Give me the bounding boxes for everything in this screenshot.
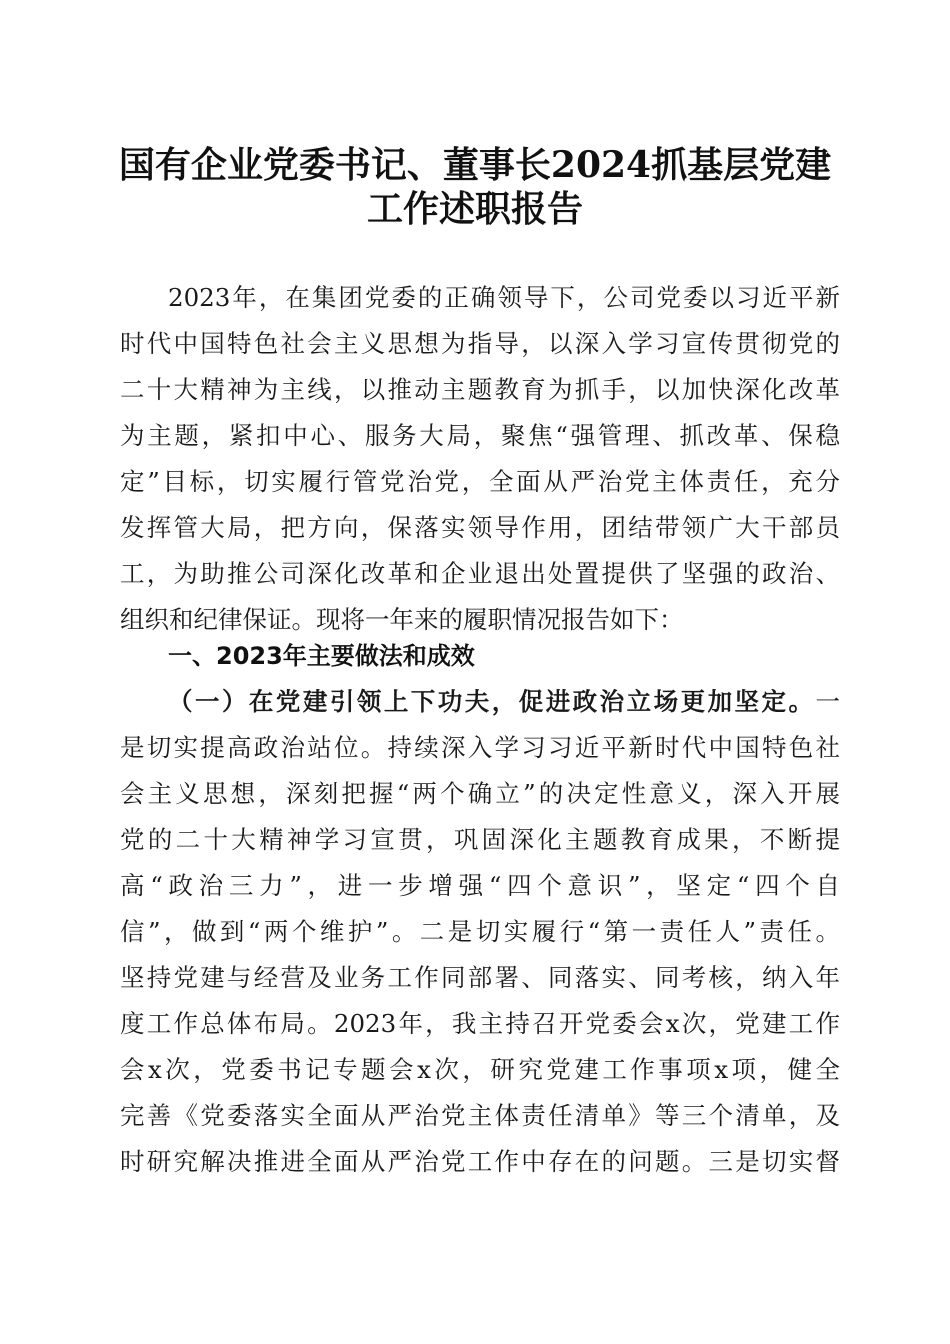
paragraph1-line: 2023年，在集团党委的正确领导下，公司党委以习近平新	[168, 283, 840, 312]
paragraph1-line: 工，为助推公司深化改革和企业退出处置提供了坚强的政治、	[120, 559, 840, 588]
paragraph2-line: 完善《党委落实全面从严治党主体责任清单》等三个清单，及	[120, 1101, 840, 1130]
paragraph1-line: 时代中国特色社会主义思想为指导，以深入学习宣传贯彻党的	[120, 329, 840, 358]
paragraph2-line: 坚持党建与经营及业务工作同部署、同落实、同考核，纳入年	[120, 963, 840, 992]
paragraph1-line: 二十大精神为主线，以推动主题教育为抓手，以加快深化改革	[120, 375, 840, 404]
document-title-line-1: 国有企业党委书记、董事长2024抓基层党建	[118, 144, 832, 186]
paragraph2-line: 是切实提高政治站位。持续深入学习习近平新时代中国特色社	[120, 733, 840, 762]
paragraph1-line: 为主题，紧扣中心、服务大局，聚焦“强管理、抓改革、保稳	[120, 421, 840, 450]
section-heading: 一、2023年主要做法和成效	[168, 642, 475, 670]
paragraph1-line: 发挥管大局，把方向，保落实领导作用，团结带领广大干部员	[120, 513, 840, 542]
paragraph2-line: 会x次，党委书记专题会x次，研究党建工作事项x项，健全	[120, 1055, 840, 1084]
paragraph1-line: 组织和纪律保证。现将一年来的履职情况报告如下：	[120, 605, 684, 634]
paragraph2-line: 信”，做到“两个维护”。二是切实履行“第一责任人”责任。	[120, 917, 840, 946]
paragraph2-line: 高“政治三力”，进一步增强“四个意识”，坚定“四个自	[120, 871, 840, 900]
paragraph2-line: 度工作总体布局。2023年，我主持召开党委会x次，党建工作	[120, 1009, 840, 1038]
subsection-heading-line	[168, 686, 840, 718]
document-title-line-2: 工作述职报告	[366, 188, 583, 230]
subsection-heading: （一）在党建引领上下功夫，促进政治立场更加坚定。	[168, 687, 816, 716]
paragraph2-line: 党的二十大精神学习宣贯，巩固深化主题教育成果，不断提	[120, 825, 840, 854]
subsection-rest: 一	[815, 687, 840, 716]
paragraph1-line: 定”目标，切实履行管党治党，全面从严治党主体责任，充分	[120, 467, 840, 496]
paragraph2-line: 时研究解决推进全面从严治党工作中存在的问题。三是切实督	[120, 1147, 840, 1176]
paragraph2-line: 会主义思想，深刻把握“两个确立”的决定性意义，深入开展	[120, 779, 840, 808]
